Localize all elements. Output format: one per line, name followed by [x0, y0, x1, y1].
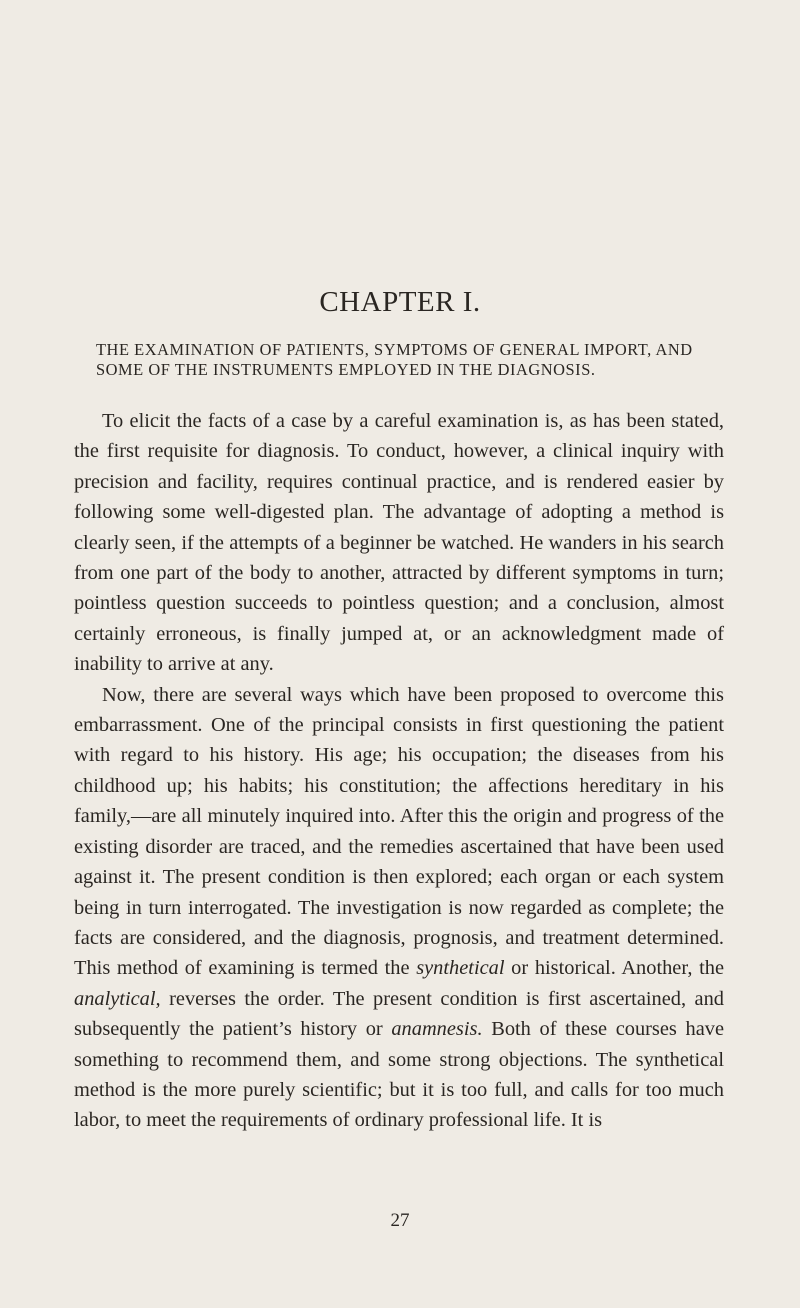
body-text: [74, 406, 724, 1136]
term-analytical: analytical,: [74, 987, 161, 1010]
chapter-title: CHAPTER I.: [319, 286, 481, 318]
paragraph-2-part-2: or historical. Another, the: [504, 957, 724, 980]
chapter-subtitle: THE EXAMINATION OF PATIENTS, SYMPTOMS OF GENERAL IMPORT, AND SOME OF THE INSTRUMENTS EMPLOYED IN THE DIAGNOSIS.: [96, 340, 693, 379]
term-anamnesis: anamnesis.: [391, 1018, 483, 1041]
paragraph-2-part-4: Both of these courses have something to recommend them, and some strong objections. The synthetical method is the more purely scientific; but it is too full, and calls for too much labor, to meet the requirements of ordinary professional life. It is: [74, 1018, 724, 1132]
paragraph-1: To elicit the facts of a case by a careful examination is, as has been stated, the first requisite for diagnosis. To conduct, however, a clinical inquiry with precision and facility, requires continual practice, and is rendered easier by following some well-digested plan. The advantage of adopting a method is clearly seen, if the attempts of a beginner be watched. He wanders in his search from one part of the body to another, attracted by different symptoms in turn; pointless question succeeds to pointless question; and a conclusion, almost certainly erroneous, is finally jumped at, or an acknowledgment made of inability to arrive at any.: [74, 410, 724, 676]
page-number: 27: [390, 1210, 410, 1231]
paragraph-2: [74, 680, 724, 1136]
term-synthetical: synthetical: [416, 957, 505, 980]
paragraph-2-part-3: reverses the order. The present condition is first ascertained, and subsequently the patient’s history or: [74, 987, 724, 1041]
paragraph-2-part-1: Now, there are several ways which have been proposed to overcome this embarrassment. One of the principal consists in first questioning the patient with regard to his history. His age; his occupation; the diseases from his childhood up; his habits; his constitution; the affections hereditary in his family,—are all minutely inquired into. After this the origin and progress of the existing disorder are traced, and the remedies ascertained that have been used against it. The present condition is then explored; each organ or each system being in turn interrogated. The investigation is now regarded as complete; the facts are considered, and the diagnosis, prognosis, and treatment determined. This method of examining is termed the: [74, 683, 724, 980]
